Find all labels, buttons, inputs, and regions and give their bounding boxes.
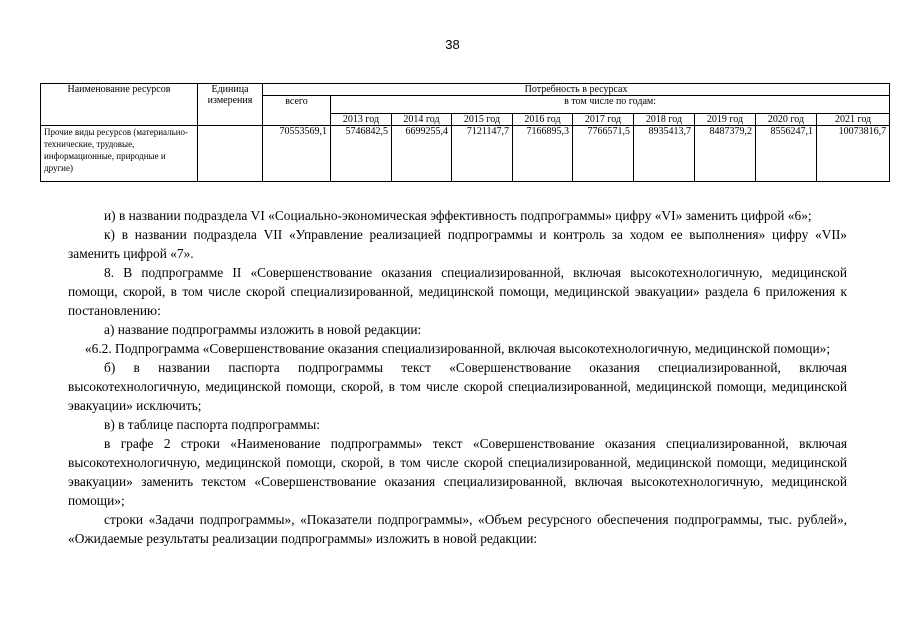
- year-header: 2017 год: [573, 114, 634, 126]
- resources-table: [40, 83, 890, 182]
- year-header: 2019 год: [695, 114, 756, 126]
- paragraph-a: а) название подпрограммы изложить в новой редакции:: [104, 322, 422, 337]
- value-cell: 8556247,1: [756, 126, 817, 182]
- value-cell: 8935413,7: [634, 126, 695, 182]
- year-header: 2020 год: [756, 114, 817, 126]
- header-unit: Единица измерения: [198, 84, 263, 126]
- header-need: Потребность в ресурсах: [263, 84, 890, 96]
- year-header: 2015 год: [452, 114, 513, 126]
- value-cell: 7766571,5: [573, 126, 634, 182]
- header-name: Наименование ресурсов: [41, 84, 198, 126]
- value-cell: 7121147,7: [452, 126, 513, 182]
- body-text: [68, 206, 847, 548]
- page-number: 38: [445, 37, 460, 52]
- paragraph-i: и) в названии подраздела VI «Социально-экономическая эффективность подпрограммы» цифру «VI» заменить цифрой «6»;: [104, 208, 812, 223]
- paragraph-v: в) в таблице паспорта подпрограммы:: [104, 417, 320, 432]
- paragraph-k: к) в названии подраздела VII «Управление реализацией подпрограммы и контроль за ходом ее выполнения» цифру «VII» заменить цифрой «7».: [68, 227, 847, 261]
- year-header: 2013 год: [331, 114, 392, 126]
- paragraph-b: б) в названии паспорта подпрограммы текст «Совершенствование оказания специализированной, включая высокотехнологичную, медицинской помощи, скорой, в том числе скорой специализированной, медицинской помощи, медицинской эвакуации» исключить;: [68, 360, 847, 413]
- value-cell: 10073816,7: [817, 126, 890, 182]
- year-header: 2014 год: [392, 114, 452, 126]
- paragraph-8: 8. В подпрограмме II «Совершенствование оказания специализированной, включая высокотехнологичную, медицинской помощи, скорой, в том числе скорой специализированной, медицинской помощи, медицинской эвакуации» раздела 6 приложения к постановлению:: [68, 265, 847, 318]
- value-cell: 7166895,3: [513, 126, 573, 182]
- total-cell: 70553569,1: [263, 126, 331, 182]
- year-header: 2021 год: [817, 114, 890, 126]
- value-cell: 5746842,5: [331, 126, 392, 182]
- paragraph-rows: строки «Задачи подпрограммы», «Показатели подпрограммы», «Объем ресурсного обеспечения подпрограммы, тыс. рублей», «Ожидаемые результаты реализации подпрограммы» изложить в новой редакции:: [68, 512, 847, 546]
- header-total: всего: [263, 96, 331, 126]
- year-header: 2018 год: [634, 114, 695, 126]
- paragraph-column-2: в графе 2 строки «Наименование подпрограммы» текст «Совершенствование оказания специализированной, включая высокотехнологичную, медицинской помощи, скорой, в том числе скорой специализированной, медицинской помощи, медицинской эвакуации» заменить текстом «Совершенствование оказания специализированной, включая высокотехнологичную, медицинской помощи»;: [68, 436, 847, 508]
- table-row: [41, 126, 890, 182]
- resource-name-cell: Прочие виды ресурсов (материально-технические, трудовые, информационные, природные и другие): [41, 126, 198, 182]
- paragraph-quote-title: «6.2. Подпрограмма «Совершенствование оказания специализированной, включая высокотехнологичную, медицинской помощи»;: [84, 341, 831, 356]
- value-cell: 8487379,2: [695, 126, 756, 182]
- value-cell: 6699255,4: [392, 126, 452, 182]
- unit-cell: [198, 126, 263, 182]
- year-header: 2016 год: [513, 114, 573, 126]
- header-years: в том числе по годам:: [331, 96, 890, 114]
